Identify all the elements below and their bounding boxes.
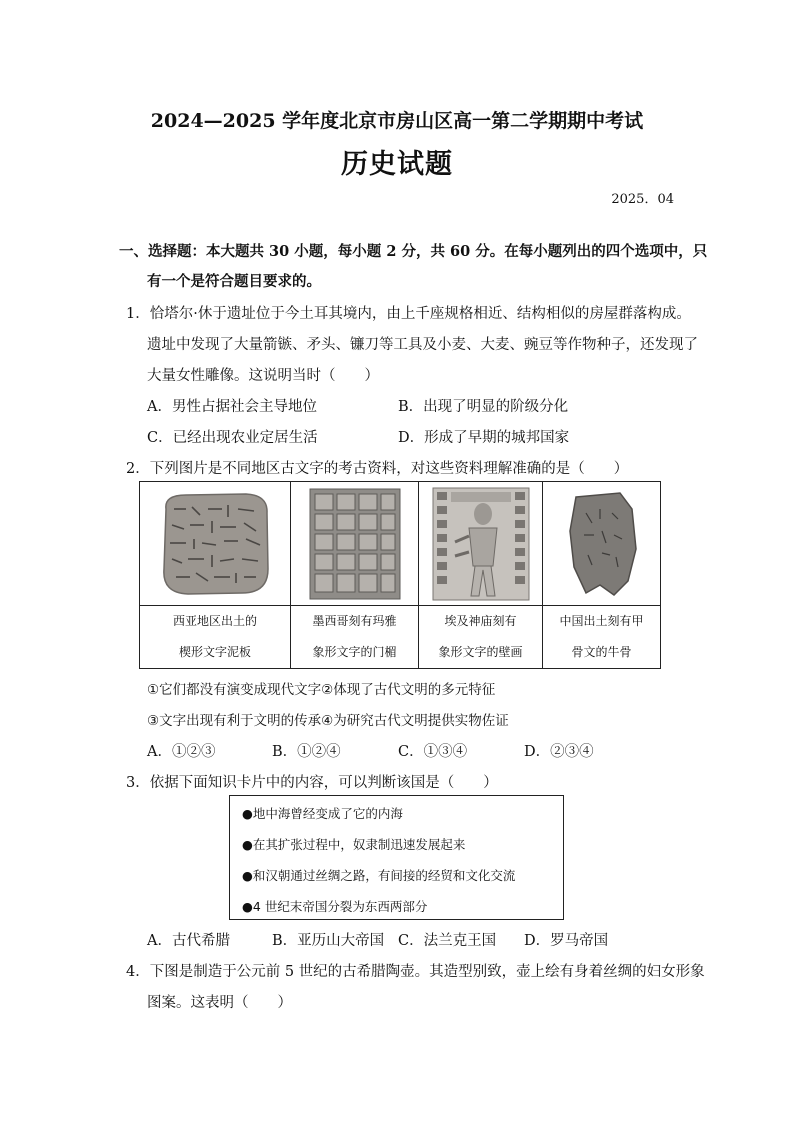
section-heading-line1: 一、选择题：本大题共 30 小题，每小题 2 分，共 60 分。在每小题列出的四个选项中，只 [119, 243, 708, 260]
q3-option-c[interactable]: C．法兰克王国 [398, 933, 497, 949]
caption-cuneiform: 西亚地区出土的 楔形文字泥板 [140, 606, 291, 669]
q1-stem-line2: 遗址中发现了大量箭镞、矛头、镰刀等工具及小麦、大麦、豌豆等作物种子，还发现了 [147, 337, 698, 353]
card-line-4: ●4 世纪末帝国分裂为东西两部分 [242, 899, 428, 914]
caption-oracle-bone: 中国出土刻有甲 骨文的牛骨 [543, 606, 661, 669]
q3-option-a[interactable]: A．古代希腊 [147, 933, 230, 949]
q3-option-d[interactable]: D．罗马帝国 [524, 933, 609, 949]
q4-stem-line2: 图案。这表明（ ） [147, 995, 292, 1011]
section-heading-line2: 有一个是符合题目要求的。 [147, 273, 321, 290]
oracle-bone-image [543, 482, 661, 606]
card-line-3: ●和汉朝通过丝绸之路，有间接的经贸和文化交流 [242, 868, 516, 883]
exam-title: 2024—2025 学年度北京市房山区高一第二学期期中考试 [150, 110, 644, 132]
card-line-2: ●在其扩张过程中，奴隶制迅速发展起来 [242, 837, 466, 852]
q1-stem-line1: 1．恰塔尔·休于遗址位于今土耳其境内，由上千座规格相近、结构相似的房屋群落构成。 [126, 306, 691, 322]
q3-option-b[interactable]: B．亚历山大帝国 [272, 933, 385, 949]
card-line-1: ●地中海曾经变成了它的内海 [242, 806, 403, 821]
q3-knowledge-card [229, 795, 564, 920]
exam-date: 2025．04 [611, 192, 674, 207]
caption-egypt: 埃及神庙刻有 象形文字的壁画 [419, 606, 543, 669]
q1-option-b[interactable]: B．出现了明显的阶级分化 [398, 399, 569, 415]
q2-option-c[interactable]: C．①③④ [398, 744, 468, 760]
maya-lintel-image [291, 482, 419, 606]
cuneiform-tablet-image [140, 482, 291, 606]
q1-stem-line3: 大量女性雕像。这说明当时（ ） [147, 368, 379, 384]
q1-option-d[interactable]: D．形成了早期的城邦国家 [398, 430, 570, 446]
q4-stem-line1: 4．下图是制造于公元前 5 世纪的古希腊陶壶。其造型别致，壶上绘有身着丝绸的妇女形象 [126, 964, 705, 980]
q2-option-b[interactable]: B．①②④ [272, 744, 341, 760]
q2-option-a[interactable]: A．①②③ [147, 744, 216, 760]
caption-maya: 墨西哥刻有玛雅 象形文字的门楣 [291, 606, 419, 669]
q3-stem: 3．依据下面知识卡片中的内容，可以判断该国是（ ） [126, 775, 498, 791]
q2-image-table [139, 481, 661, 669]
q2-statement-line2: ③文字出现有利于文明的传承④为研究古代文明提供实物佐证 [147, 713, 509, 729]
egyptian-wall-painting-image [419, 482, 543, 606]
q2-statement-line1: ①它们都没有演变成现代文字②体现了古代文明的多元特征 [147, 682, 496, 698]
q1-option-c[interactable]: C．已经出现农业定居生活 [147, 430, 318, 446]
q2-option-d[interactable]: D．②③④ [524, 744, 594, 760]
exam-subtitle: 历史试题 [341, 149, 453, 180]
q1-option-a[interactable]: A．男性占据社会主导地位 [147, 399, 317, 415]
q2-stem: 2．下列图片是不同地区古文字的考古资料，对这些资料理解准确的是（ ） [126, 461, 629, 477]
